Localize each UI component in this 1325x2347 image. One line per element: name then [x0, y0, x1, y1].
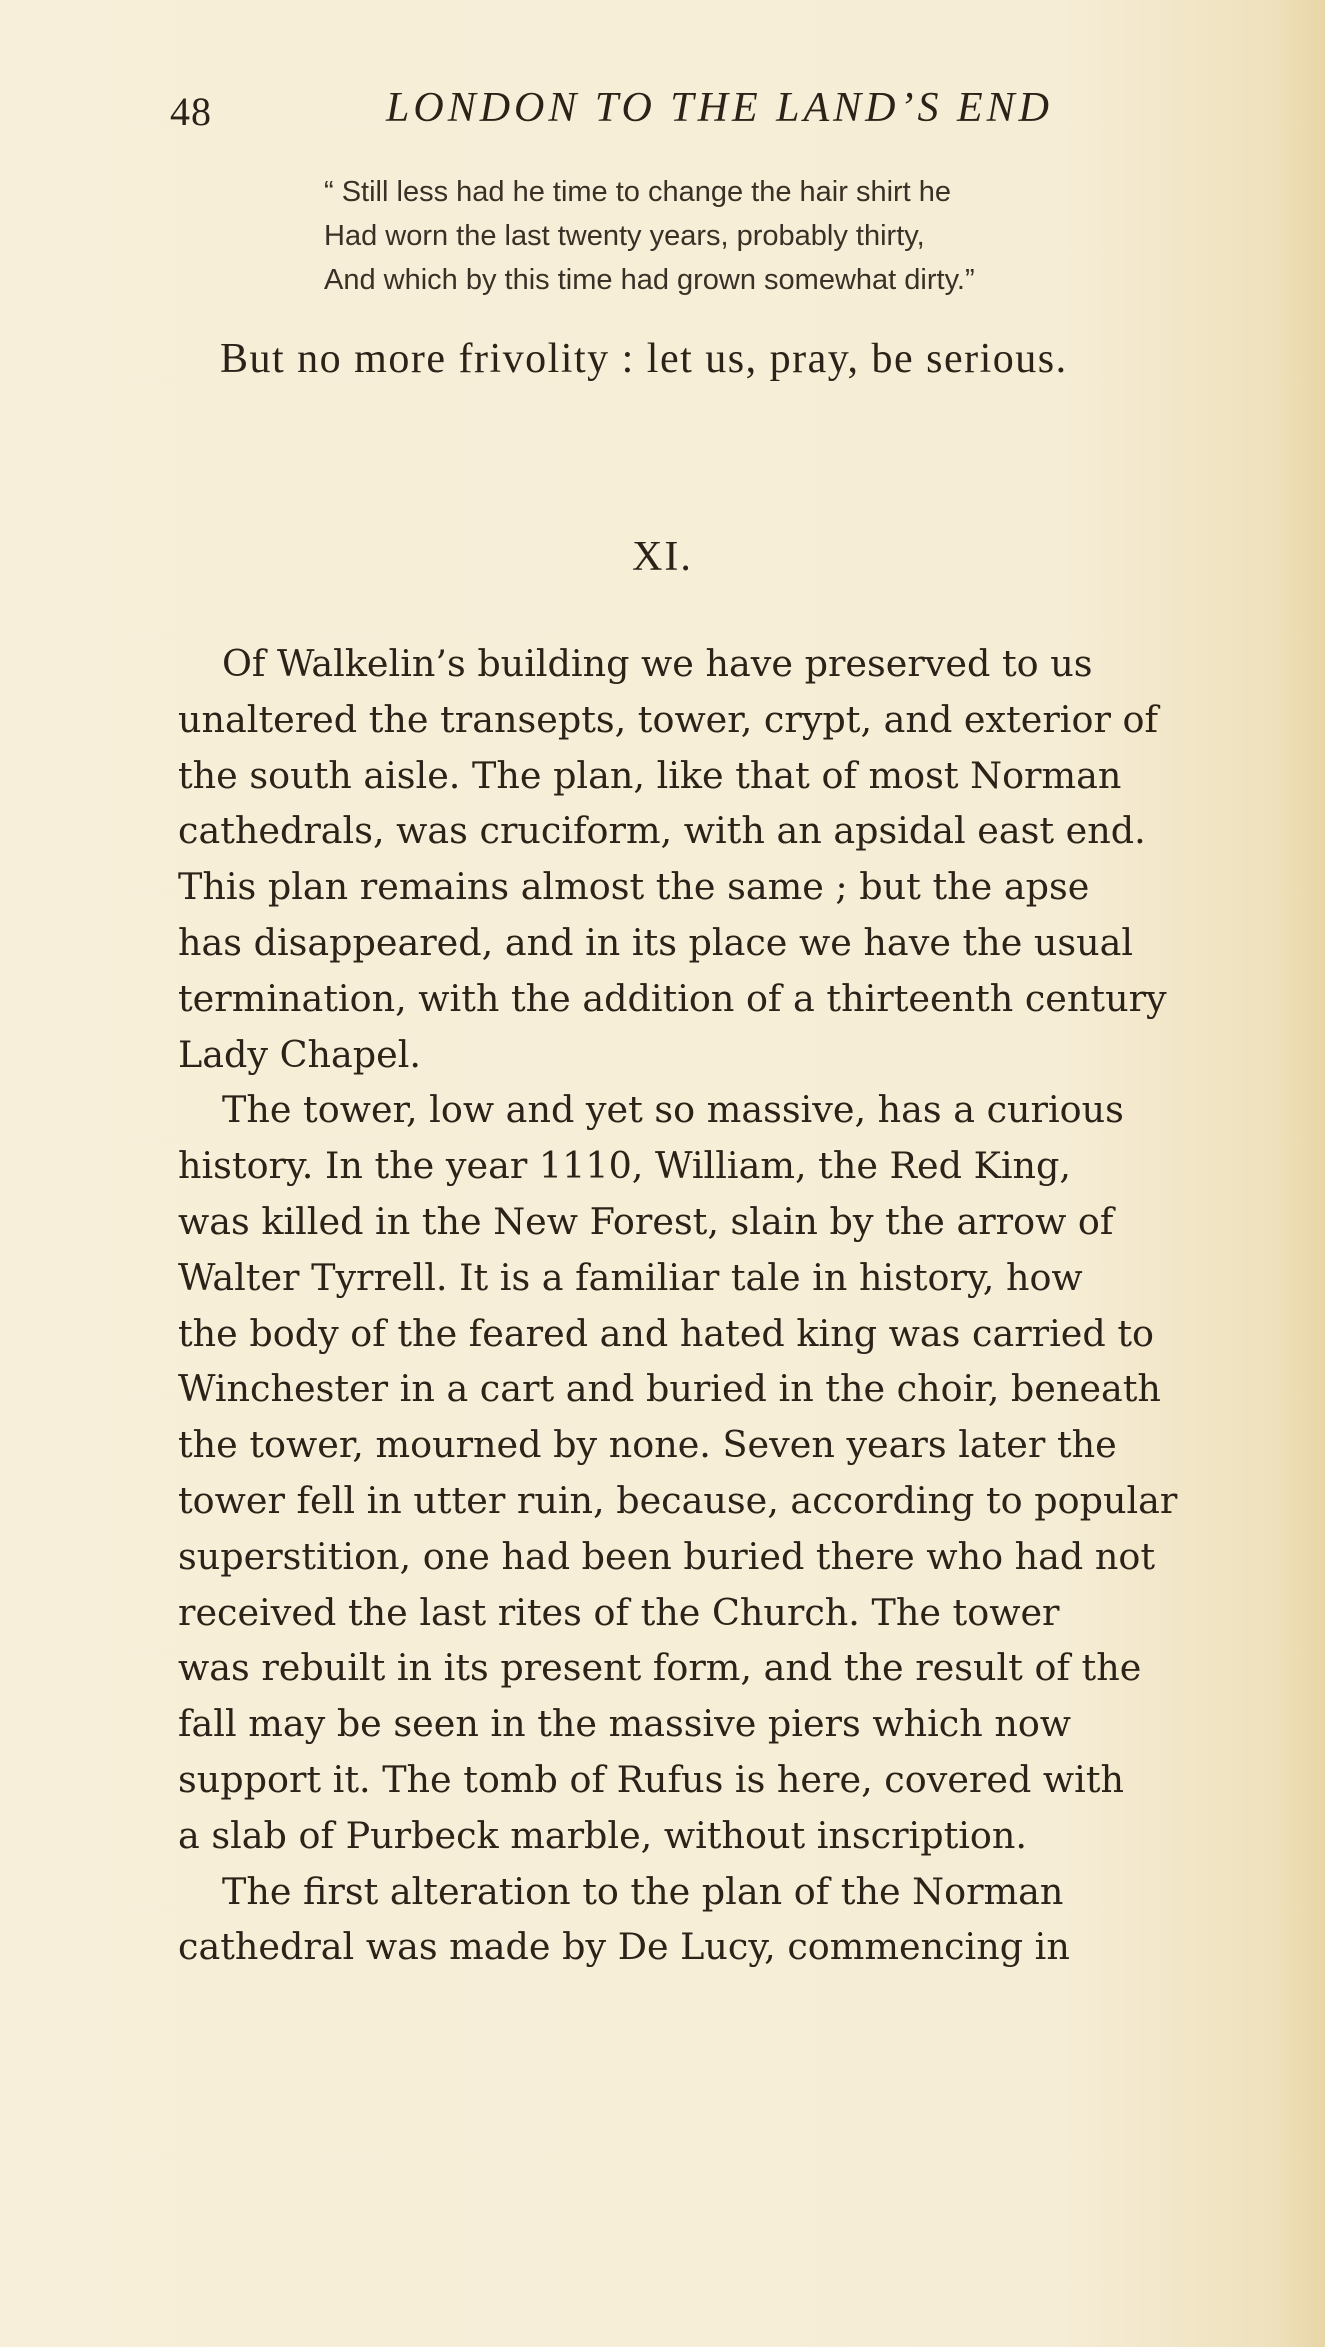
- text-line: Of Walkelin’s building we have preserved to us: [222, 642, 1093, 685]
- text-line: cathedrals, was cruciform, with an apsidal east end.: [178, 809, 1146, 853]
- aside-sentence: But no more frivolity : let us, pray, be serious.: [220, 336, 1068, 382]
- body-text: [178, 636, 1278, 1975]
- text-line: unaltered the transepts, tower, crypt, and exterior of: [178, 697, 1158, 741]
- section-heading: XI.: [632, 534, 693, 580]
- text-line: cathedral was made by De Lucy, commencing in: [178, 1925, 1070, 1969]
- text-line: was killed in the New Forest, slain by the arrow of: [178, 1199, 1114, 1243]
- text-line: received the last rites of the Church. The tower: [178, 1590, 1060, 1634]
- page-number: 48: [170, 89, 212, 134]
- page-header: [170, 84, 1130, 144]
- text-line: has disappeared, and in its place we have the usual: [178, 920, 1134, 964]
- text-line: The tower, low and yet so massive, has a curious: [222, 1088, 1124, 1132]
- text-line: history. In the year 1110, William, the Red King,: [178, 1144, 1072, 1188]
- text-line: the south aisle. The plan, like that of most Norman: [178, 753, 1122, 797]
- text-line: support it. The tomb of Rufus is here, covered with: [178, 1757, 1125, 1801]
- running-title: LONDON TO THE LAND’S END: [386, 85, 1053, 131]
- text-line: This plan remains almost the same ; but the apse: [178, 865, 1090, 909]
- verse-line: Had worn the last twenty years, probably thirty,: [324, 220, 925, 252]
- text-line: the body of the feared and hated king was carried to: [178, 1311, 1154, 1355]
- text-line: Lady Chapel.: [178, 1032, 422, 1076]
- text-line: Walter Tyrrell. It is a familiar tale in history, how: [178, 1255, 1083, 1299]
- quoted-verse: [324, 170, 975, 302]
- verse-line: “ Still less had he time to change the hair shirt he: [324, 176, 952, 208]
- text-line: The first alteration to the plan of the Norman: [222, 1869, 1064, 1913]
- text-line: superstition, one had been buried there who had not: [178, 1534, 1156, 1578]
- text-line: fall may be seen in the massive piers which now: [178, 1702, 1072, 1746]
- text-line: tower fell in utter ruin, because, according to popular: [178, 1478, 1178, 1522]
- text-line: Winchester in a cart and buried in the choir, beneath: [178, 1367, 1161, 1411]
- text-line: was rebuilt in its present form, and the result of the: [178, 1646, 1142, 1690]
- text-line: a slab of Purbeck marble, without inscription.: [178, 1813, 1027, 1857]
- text-line: the tower, mourned by none. Seven years later the: [178, 1423, 1117, 1467]
- verse-line: And which by this time had grown somewhat dirty.”: [324, 264, 975, 296]
- text-line: termination, with the addition of a thirteenth century: [178, 976, 1167, 1020]
